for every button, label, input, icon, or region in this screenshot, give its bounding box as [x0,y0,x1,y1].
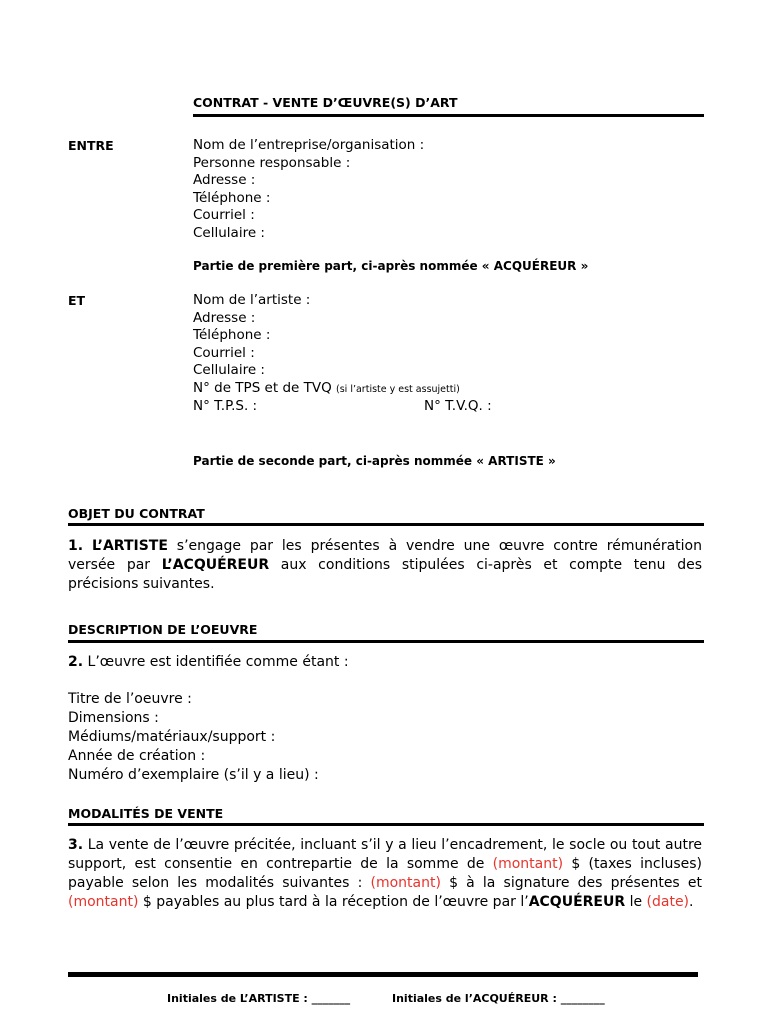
first-party-fields [193,137,424,242]
tax-line-label: N° de TPS et de TVQ [193,379,332,396]
second-party-field-address: Adresse : [193,309,256,326]
clause-3-date: (date) [646,894,690,910]
clause-1-artiste: L’ARTISTE [91,538,168,554]
clause-2-intro: L’œuvre est identifiée comme étant : [83,654,349,670]
tax-line-note: (si l’artiste y est assujetti) [336,383,460,395]
title-underline [193,114,704,117]
first-party-field-cell: Cellulaire : [193,224,265,241]
artwork-field-title: Titre de l’oeuvre : [68,691,192,707]
section-description-intro [68,653,702,672]
first-party-field-phone: Téléphone : [193,189,271,206]
section-objet-heading: OBJET DU CONTRAT [68,506,205,521]
section-modalites-paragraph [68,836,702,912]
clause-3-number: 3. [68,837,84,853]
second-party-fields [193,292,492,416]
section-modalites-rule [68,823,704,826]
section-objet-paragraph [68,537,702,594]
artwork-field-mediums: Médiums/matériaux/support : [68,729,276,745]
section-description-heading: DESCRIPTION DE L’OEUVRE [68,622,258,637]
first-party-label: ENTRE [68,138,114,153]
artwork-field-year: Année de création : [68,748,206,764]
second-party-field-cell: Cellulaire : [193,362,265,378]
clause-3-text-e: le [625,894,647,910]
second-party-designation: Partie de seconde part, ci-après nommée « ARTISTE » [193,454,556,468]
clause-2-number: 2. [68,654,84,670]
clause-3-amount-signature: (montant) [370,875,441,891]
clause-3-text-f: . [689,894,694,910]
artwork-fields [68,690,319,785]
clause-3-amount-total: (montant) [492,856,564,872]
section-objet-rule [68,523,704,526]
second-party-field-email: Courriel : [193,344,255,361]
clause-1-text-a: s’engage par les présentes à vendre une œuvre contre rémunération versée par [68,538,702,573]
footer-rule [68,972,698,977]
clause-3-amount-reception: (montant) [68,894,139,910]
first-party-field-address: Adresse : [193,172,256,188]
first-party-designation: Partie de première part, ci-après nommée « ACQUÉREUR » [193,259,589,273]
first-party-field-responsible: Personne responsable : [193,154,351,171]
tps-label: N° T.P.S. : [193,398,258,414]
artwork-field-copy-number: Numéro d’exemplaire (s’il y a lieu) : [68,767,319,783]
section-description-rule [68,640,704,643]
clause-3-text-c: $ à la signature des présentes et [440,875,702,891]
second-party-tax-numbers [193,398,492,416]
section-modalites-heading: MODALITÉS DE VENTE [68,806,224,821]
clause-3-text-b: $ (taxes incluses) payable selon les modalités suivantes : [68,856,703,891]
second-party-label: ET [68,293,86,308]
second-party-field-phone: Téléphone : [193,327,271,343]
first-party-field-email: Courriel : [193,207,255,223]
second-party-field-name: Nom de l’artiste : [193,292,311,308]
contract-title: CONTRAT - VENTE D’ŒUVRE(S) D’ART [193,95,458,110]
clause-1-text-b: aux conditions stipulées ci-après et compte tenu des précisions suivantes. [68,557,702,592]
second-party-tax-line [193,380,460,399]
clause-3-text-d: $ payables au plus tard à la réception de l’œuvre par l’ [138,894,529,910]
clause-3-acquereur: ACQUÉREUR [528,894,626,910]
clause-3-text-a: La vente de l’œuvre précitée, incluant s’il y a lieu l’encadrement, le socle ou tout autre support, est consentie en contrepartie de la somme de [68,837,702,872]
first-party-field-company: Nom de l’entreprise/organisation : [193,137,425,153]
initials-artiste: Initiales de L’ARTISTE : _______ [167,992,351,1005]
clause-1-acquereur: L’ACQUÉREUR [161,557,270,573]
clause-1-number: 1. [68,538,84,554]
tvq-label: N° T.V.Q. : [424,398,492,414]
initials-acquereur: Initiales de l’ACQUÉREUR : ________ [392,992,605,1005]
artwork-field-dimensions: Dimensions : [68,710,159,726]
